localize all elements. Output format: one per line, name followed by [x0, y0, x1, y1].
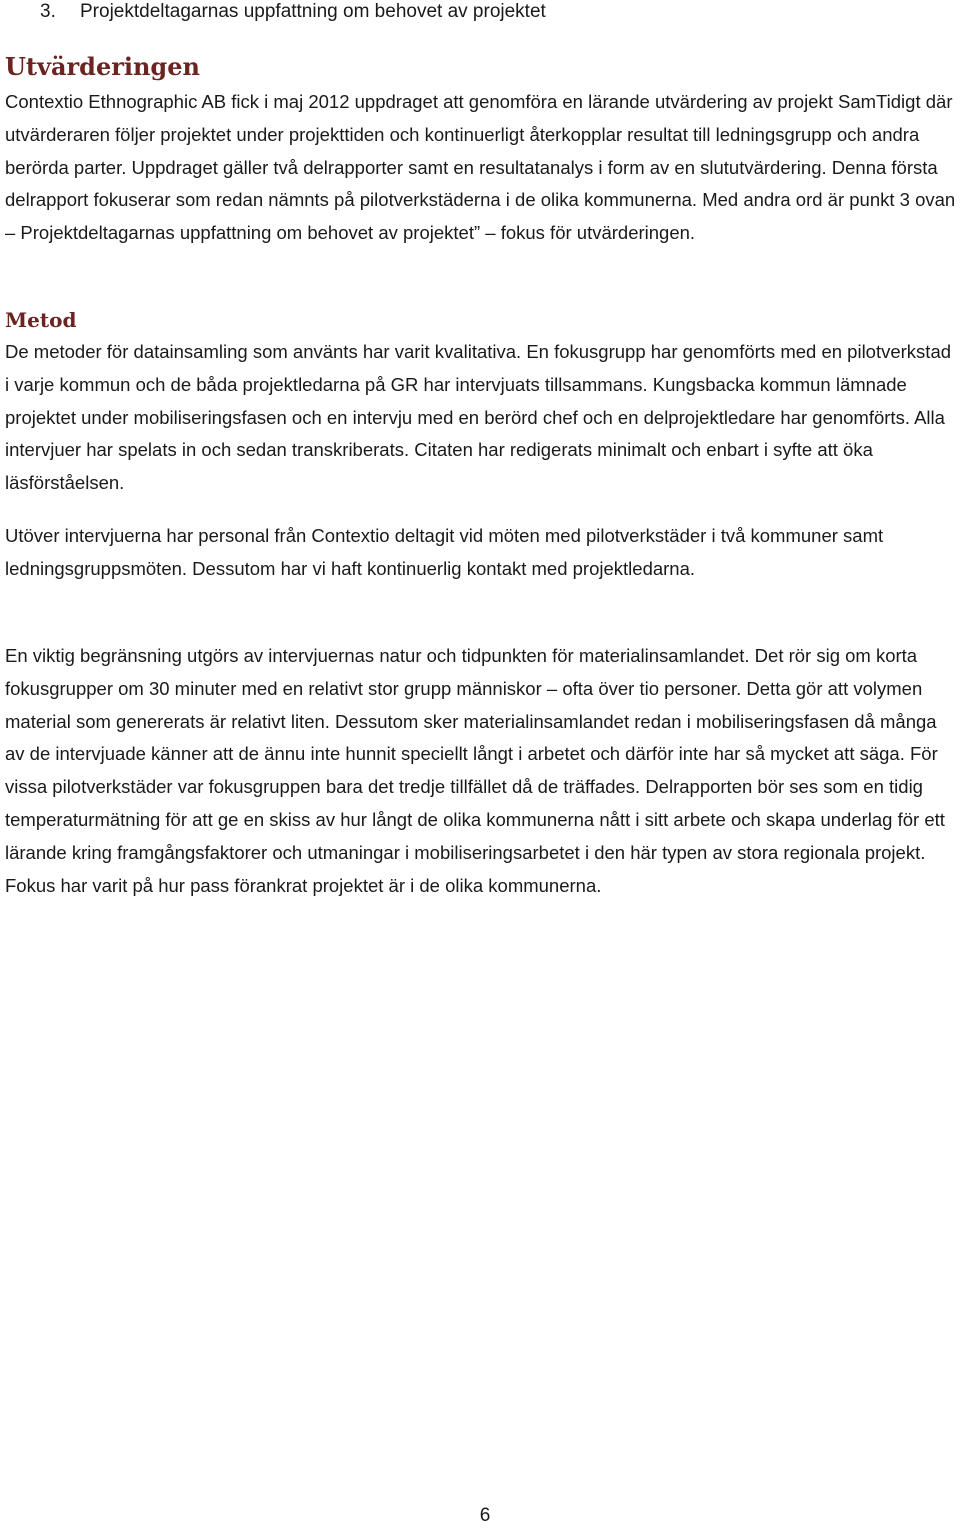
paragraph-utvarderingen: Contextio Ethnographic AB fick i maj 2012 uppdraget att genomföra en lärande utvärdering av projekt SamTidigt där utvärderaren följer projektet under projekttiden och kontinuerligt återkopplar resultat till ledningsgrupp och andra berörda parter. Uppdraget gäller två delrapporter samt en resultatanalys i form av en slututvärdering. Denna första delrapport fokuserar som redan nämnts på pilotverkstäderna i de olika kommunerna. Med andra ord är punkt 3 ovan – Projektdeltagarnas uppfattning om behovet av projektet” – fokus för utvärderingen.	[5, 91, 956, 244]
heading-text: Projektdeltagarnas uppfattning om behovet av projektet	[80, 1, 546, 22]
paragraph-metod-2: Utöver intervjuerna har personal från Contextio deltagit vid möten med pilotverkstäder i två kommuner samt ledningsgruppsmöten. Dessutom har vi haft kontinuerlig kontakt med projektledarna.	[5, 525, 884, 579]
heading-number: 3.	[40, 1, 56, 22]
numbered-heading	[40, 0, 546, 24]
section-title-metod: Metod	[5, 308, 77, 332]
paragraph-metod-1: De metoder för datainsamling som använts har varit kvalitativa. En fokusgrupp har genomförts med en pilotverkstad i varje kommun och de båda projektledarna på GR har intervjuats tillsammans. Kungsbacka kommun lämnade projektet under mobiliseringsfasen och en intervju med en berörd chef och en delprojektledare har genomförts. Alla intervjuer har spelats in och sedan transkriberats. Citaten har redigerats minimalt och enbart i syfte att öka läsförståelsen.	[5, 341, 952, 494]
paragraph-metod-3: En viktig begränsning utgörs av intervjuernas natur och tidpunkten för materialinsamlandet. Det rör sig om korta fokusgrupper om 30 minuter med en relativt stor grupp människor – ofta över tio personer. Detta gör att volymen material som genererats är relativt liten. Dessutom sker materialinsamlandet redan i mobiliseringsfasen då många av de intervjuade känner att de ännu inte hunnit speciellt långt i arbetet och därför inte har så mycket att säga. För vissa pilotverkstäder var fokusgruppen bara det tredje tillfället då de träffades. Delrapporten bör ses som en tidig temperaturmätning för att ge en skiss av hur långt de olika kommunerna nått i sitt arbete och skapa underlag för ett lärande kring framgångsfaktorer och utmaningar i mobiliseringsarbetet i den här typen av stora regionala projekt. Fokus har varit på hur pass förankrat projektet är i de olika kommunerna.	[5, 645, 945, 896]
section-title-utvarderingen: Utvärderingen	[5, 52, 200, 81]
page-number: 6	[479, 1505, 491, 1526]
